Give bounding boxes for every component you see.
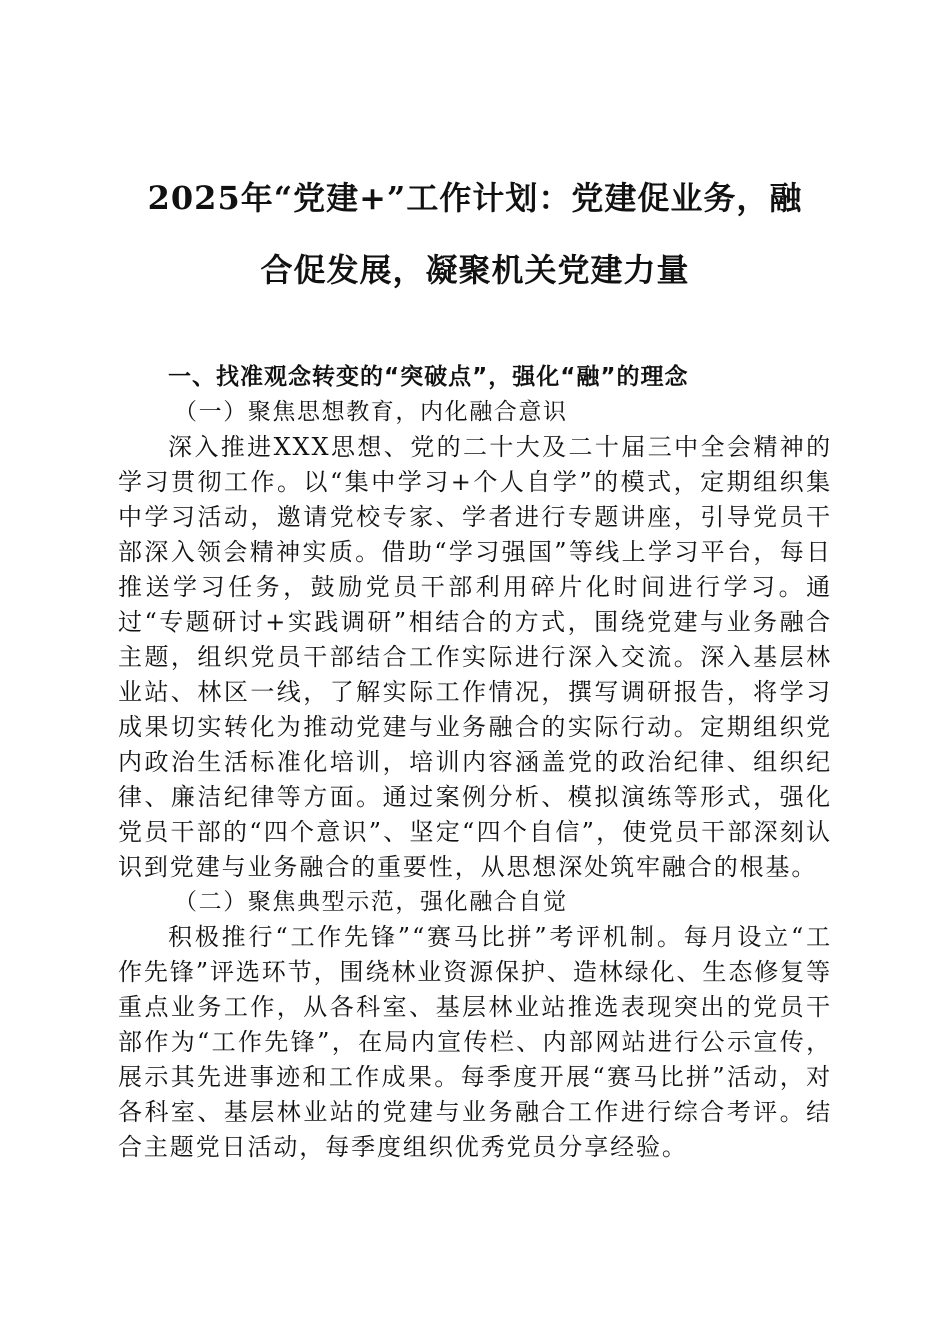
title-line-2: 合促发展，凝聚机关党建力量 <box>260 251 690 289</box>
section-1-heading: 一、找准观念转变的“突破点”，强化“融”的理念 <box>168 364 689 390</box>
subsection-2-paragraph: 积极推行“工作先锋”“赛马比拼”考评机制。每月设立“工作先锋”评选环节，围绕林业资源保护、造林绿化、生态修复等重点业务工作，从各科室、基层林业站推选表现突出的党员干部作为“工作先锋”，在局内宣传栏、内部网站进行公示宣传，展示其先进事迹和工作成果。每季度开展“赛马比拼”活动，对各科室、基层林业站的党建与业务融合工作进行综合考评。结合主题党日活动，每季度组织优秀党员分享经验。 <box>118 923 832 1161</box>
document-title <box>118 162 832 306</box>
document-body <box>118 360 832 1165</box>
title-line-1: 2025年“党建+”工作计划：党建促业务，融 <box>147 179 803 217</box>
subsection-2-heading: （二）聚焦典型示范，强化融合自觉 <box>174 889 568 915</box>
subsection-1-paragraph: 深入推进XXX思想、党的二十大及二十届三中全会精神的学习贯彻工作。以“集中学习+个人自学”的模式，定期组织集中学习活动，邀请党校专家、学者进行专题讲座，引导党员干部深入领会精神实质。借助“学习强国”等线上学习平台，每日推送学习任务，鼓励党员干部利用碎片化时间进行学习。通过“专题研讨+实践调研”相结合的方式，围绕党建与业务融合主题，组织党员干部结合工作实际进行深入交流。深入基层林业站、林区一线，了解实际工作情况，撰写调研报告，将学习成果切实转化为推动党建与业务融合的实际行动。定期组织党内政治生活标准化培训，培训内容涵盖党的政治纪律、组织纪律、廉洁纪律等方面。通过案例分析、模拟演练等形式，强化党员干部的“四个意识”、坚定“四个自信”，使党员干部深刻认识到党建与业务融合的重要性，从思想深处筑牢融合的根基。 <box>118 433 832 881</box>
subsection-1-heading: （一）聚焦思想教育，内化融合意识 <box>174 399 568 425</box>
